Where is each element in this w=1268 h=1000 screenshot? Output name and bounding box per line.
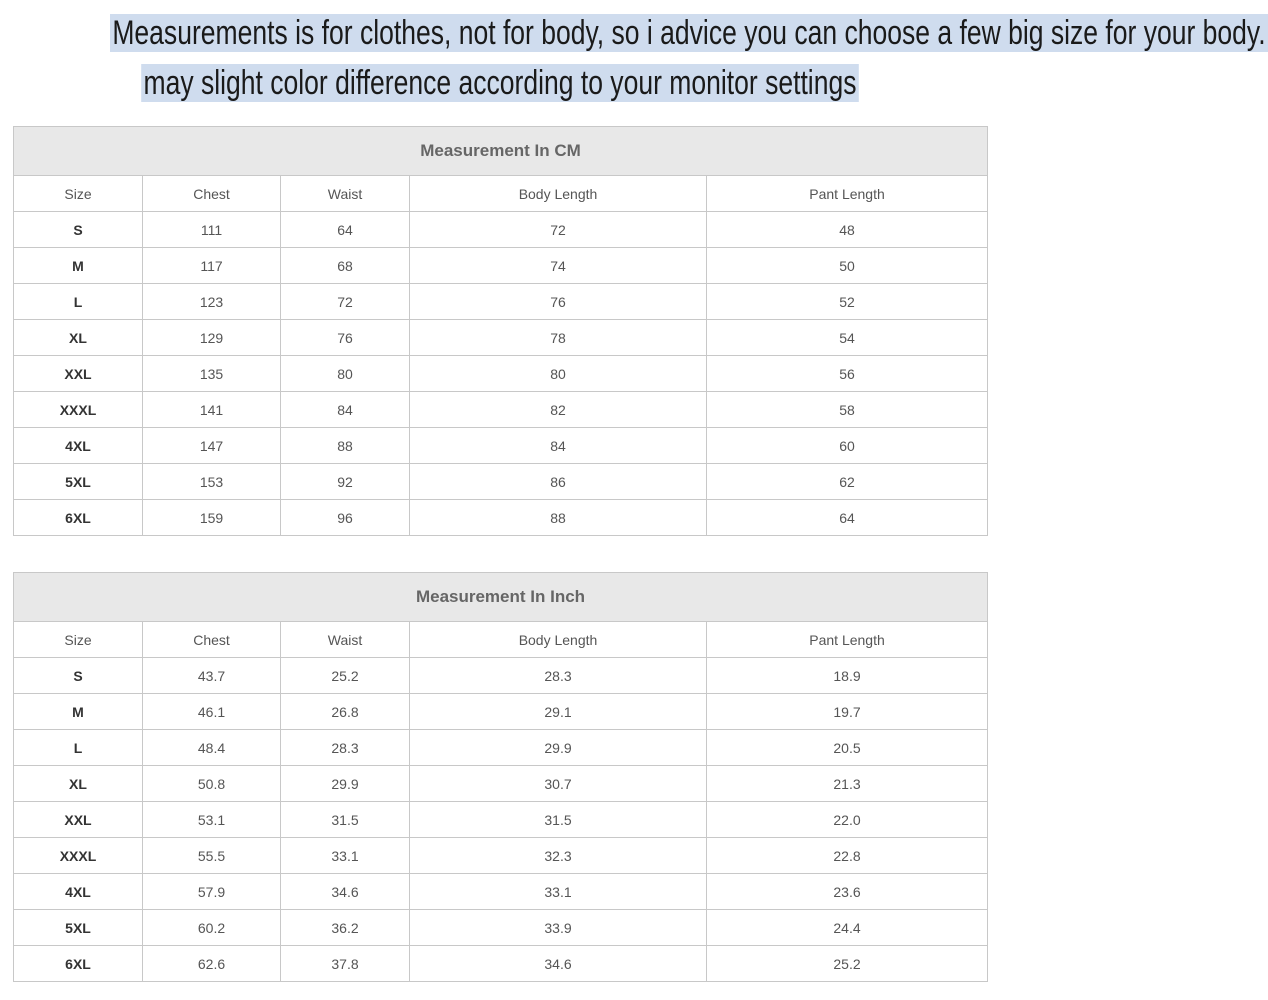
measurement-cell: 26.8 xyxy=(281,694,410,730)
measurement-cell: 80 xyxy=(281,356,410,392)
size-cell: 6XL xyxy=(14,500,143,536)
measurement-cell: 62.6 xyxy=(143,946,281,982)
measurement-cell: 34.6 xyxy=(281,874,410,910)
measurement-cell: 129 xyxy=(143,320,281,356)
measurement-cell: 37.8 xyxy=(281,946,410,982)
column-header: Body Length xyxy=(410,622,707,658)
measurement-cell: 52 xyxy=(707,284,988,320)
table-row xyxy=(14,320,988,356)
column-header: Waist xyxy=(281,622,410,658)
measurement-cell: 29.1 xyxy=(410,694,707,730)
notice-line-2 xyxy=(110,64,890,103)
notice-line-1 xyxy=(110,14,1266,53)
table-row xyxy=(14,356,988,392)
measurement-cell: 123 xyxy=(143,284,281,320)
measurement-cell: 53.1 xyxy=(143,802,281,838)
table-row xyxy=(14,500,988,536)
measurement-cell: 111 xyxy=(143,212,281,248)
measurement-cell: 64 xyxy=(281,212,410,248)
measurement-cell: 62 xyxy=(707,464,988,500)
measurement-cell: 28.3 xyxy=(410,658,707,694)
size-cell: S xyxy=(14,212,143,248)
size-cell: XXXL xyxy=(14,838,143,874)
size-cell: M xyxy=(14,694,143,730)
size-cell: S xyxy=(14,658,143,694)
measurement-cell: 50 xyxy=(707,248,988,284)
measurement-cell: 29.9 xyxy=(281,766,410,802)
table-row xyxy=(14,802,988,838)
table-caption: Measurement In Inch xyxy=(14,573,988,622)
column-header: Pant Length xyxy=(707,622,988,658)
column-header: Waist xyxy=(281,176,410,212)
size-table-cm xyxy=(13,126,988,536)
measurement-cell: 23.6 xyxy=(707,874,988,910)
measurement-cell: 46.1 xyxy=(143,694,281,730)
measurement-cell: 141 xyxy=(143,392,281,428)
measurement-cell: 76 xyxy=(410,284,707,320)
measurement-cell: 20.5 xyxy=(707,730,988,766)
measurement-cell: 92 xyxy=(281,464,410,500)
table-body xyxy=(14,658,988,982)
table-row xyxy=(14,838,988,874)
measurement-cell: 25.2 xyxy=(281,658,410,694)
measurement-cell: 48 xyxy=(707,212,988,248)
size-cell: L xyxy=(14,284,143,320)
table-row xyxy=(14,766,988,802)
measurement-cell: 28.3 xyxy=(281,730,410,766)
measurement-cell: 19.7 xyxy=(707,694,988,730)
table-row xyxy=(14,464,988,500)
measurement-cell: 117 xyxy=(143,248,281,284)
table-row xyxy=(14,946,988,982)
table-row xyxy=(14,730,988,766)
measurement-cell: 84 xyxy=(281,392,410,428)
size-cell: XL xyxy=(14,320,143,356)
measurement-cell: 22.8 xyxy=(707,838,988,874)
measurement-cell: 36.2 xyxy=(281,910,410,946)
measurement-cell: 159 xyxy=(143,500,281,536)
table-row xyxy=(14,694,988,730)
table-row xyxy=(14,284,988,320)
size-cell: 5XL xyxy=(14,910,143,946)
measurement-cell: 29.9 xyxy=(410,730,707,766)
measurement-cell: 60.2 xyxy=(143,910,281,946)
column-header: Body Length xyxy=(410,176,707,212)
measurement-cell: 34.6 xyxy=(410,946,707,982)
table-row xyxy=(14,248,988,284)
measurement-cell: 33.1 xyxy=(281,838,410,874)
measurement-cell: 25.2 xyxy=(707,946,988,982)
measurement-cell: 86 xyxy=(410,464,707,500)
header-row xyxy=(14,622,988,658)
size-cell: M xyxy=(14,248,143,284)
size-cell: 6XL xyxy=(14,946,143,982)
size-cell: 4XL xyxy=(14,874,143,910)
measurement-cell: 48.4 xyxy=(143,730,281,766)
table-caption: Measurement In CM xyxy=(14,127,988,176)
table-row xyxy=(14,392,988,428)
size-cell: XL xyxy=(14,766,143,802)
measurement-cell: 88 xyxy=(410,500,707,536)
measurement-cell: 32.3 xyxy=(410,838,707,874)
table-row xyxy=(14,658,988,694)
table-row xyxy=(14,428,988,464)
measurement-cell: 64 xyxy=(707,500,988,536)
measurement-cell: 88 xyxy=(281,428,410,464)
measurement-cell: 78 xyxy=(410,320,707,356)
measurement-cell: 68 xyxy=(281,248,410,284)
measurement-cell: 33.1 xyxy=(410,874,707,910)
measurement-cell: 56 xyxy=(707,356,988,392)
column-header: Size xyxy=(14,622,143,658)
measurement-cell: 135 xyxy=(143,356,281,392)
size-cell: 5XL xyxy=(14,464,143,500)
measurement-cell: 43.7 xyxy=(143,658,281,694)
size-cell: XXL xyxy=(14,356,143,392)
measurement-cell: 96 xyxy=(281,500,410,536)
measurement-cell: 72 xyxy=(410,212,707,248)
measurement-cell: 57.9 xyxy=(143,874,281,910)
measurement-cell: 31.5 xyxy=(410,802,707,838)
size-cell: 4XL xyxy=(14,428,143,464)
header-row xyxy=(14,176,988,212)
table-row xyxy=(14,874,988,910)
size-cell: XXL xyxy=(14,802,143,838)
measurement-cell: 21.3 xyxy=(707,766,988,802)
size-cell: L xyxy=(14,730,143,766)
measurement-cell: 33.9 xyxy=(410,910,707,946)
table-body xyxy=(14,212,988,536)
measurement-cell: 76 xyxy=(281,320,410,356)
measurement-cell: 60 xyxy=(707,428,988,464)
measurement-cell: 30.7 xyxy=(410,766,707,802)
measurement-cell: 72 xyxy=(281,284,410,320)
measurement-cell: 55.5 xyxy=(143,838,281,874)
column-header: Size xyxy=(14,176,143,212)
size-cell: XXXL xyxy=(14,392,143,428)
column-header: Chest xyxy=(143,176,281,212)
notice-text-2: may slight color difference according to your monitor settings xyxy=(141,64,859,102)
measurement-cell: 24.4 xyxy=(707,910,988,946)
measurement-cell: 147 xyxy=(143,428,281,464)
table-row xyxy=(14,910,988,946)
measurement-cell: 18.9 xyxy=(707,658,988,694)
measurement-cell: 84 xyxy=(410,428,707,464)
measurement-cell: 58 xyxy=(707,392,988,428)
measurement-cell: 31.5 xyxy=(281,802,410,838)
measurement-cell: 50.8 xyxy=(143,766,281,802)
column-header: Chest xyxy=(143,622,281,658)
column-header: Pant Length xyxy=(707,176,988,212)
measurement-cell: 82 xyxy=(410,392,707,428)
measurement-cell: 74 xyxy=(410,248,707,284)
measurement-cell: 153 xyxy=(143,464,281,500)
measurement-cell: 22.0 xyxy=(707,802,988,838)
measurement-cell: 80 xyxy=(410,356,707,392)
size-table-inch xyxy=(13,572,988,982)
measurement-cell: 54 xyxy=(707,320,988,356)
notice-text-1: Measurements is for clothes, not for body, so i advice you can choose a few big size for your body. xyxy=(110,14,1268,52)
table-row xyxy=(14,212,988,248)
